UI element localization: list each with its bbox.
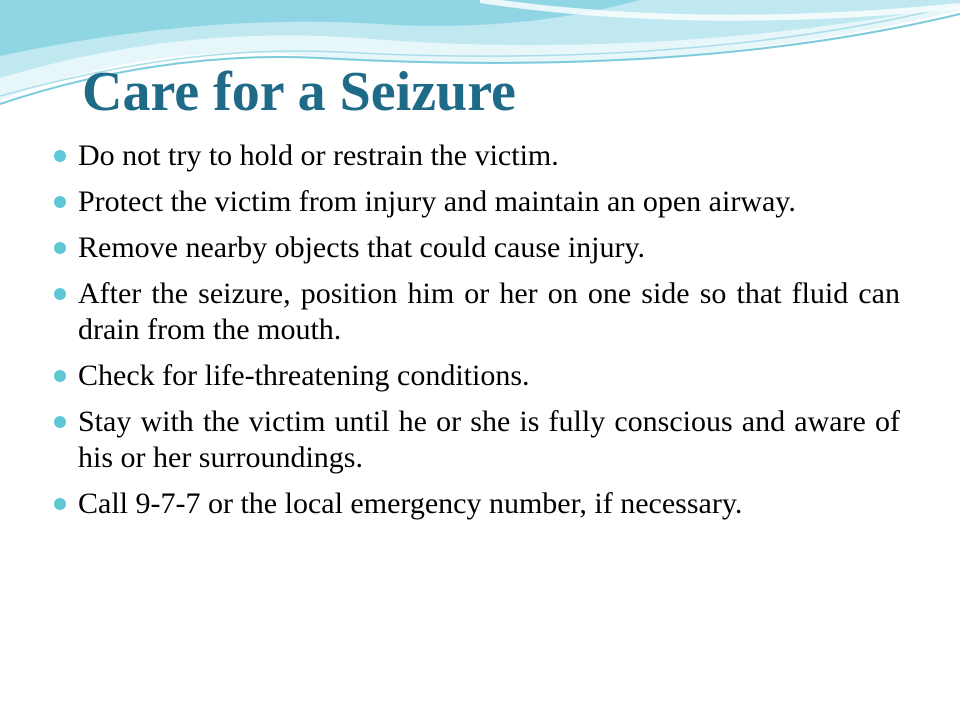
bullet-text: Check for life-threatening conditions. [78,359,530,392]
bullet-item [48,138,900,174]
bullet-item [48,404,900,476]
bullet-item [48,486,900,522]
bullet-dot-icon [54,416,66,428]
bullet-item [48,184,900,220]
bullet-dot-icon [54,150,66,162]
bullet-dot-icon [54,498,66,510]
bullet-text: Protect the victim from injury and maintain an open airway. [78,185,796,218]
bullet-text: Stay with the victim until he or she is fully conscious and aware of his or her surroundings. [78,405,900,474]
slide-title: Care for a Seizure [82,61,516,123]
bullet-text: Call 9-7-7 or the local emergency number, if necessary. [78,487,743,520]
bullet-text: Remove nearby objects that could cause injury. [78,231,646,264]
bullet-list [48,138,900,532]
bullet-dot-icon [54,196,66,208]
bullet-dot-icon [54,288,66,300]
bullet-item [48,358,900,394]
bullet-dot-icon [54,242,66,254]
bullet-text: Do not try to hold or restrain the victim. [78,139,559,172]
bullet-dot-icon [54,370,66,382]
bullet-item [48,276,900,348]
bullet-text: After the seizure, position him or her on one side so that fluid can drain from the mouth. [78,277,900,346]
bullet-item [48,230,900,266]
